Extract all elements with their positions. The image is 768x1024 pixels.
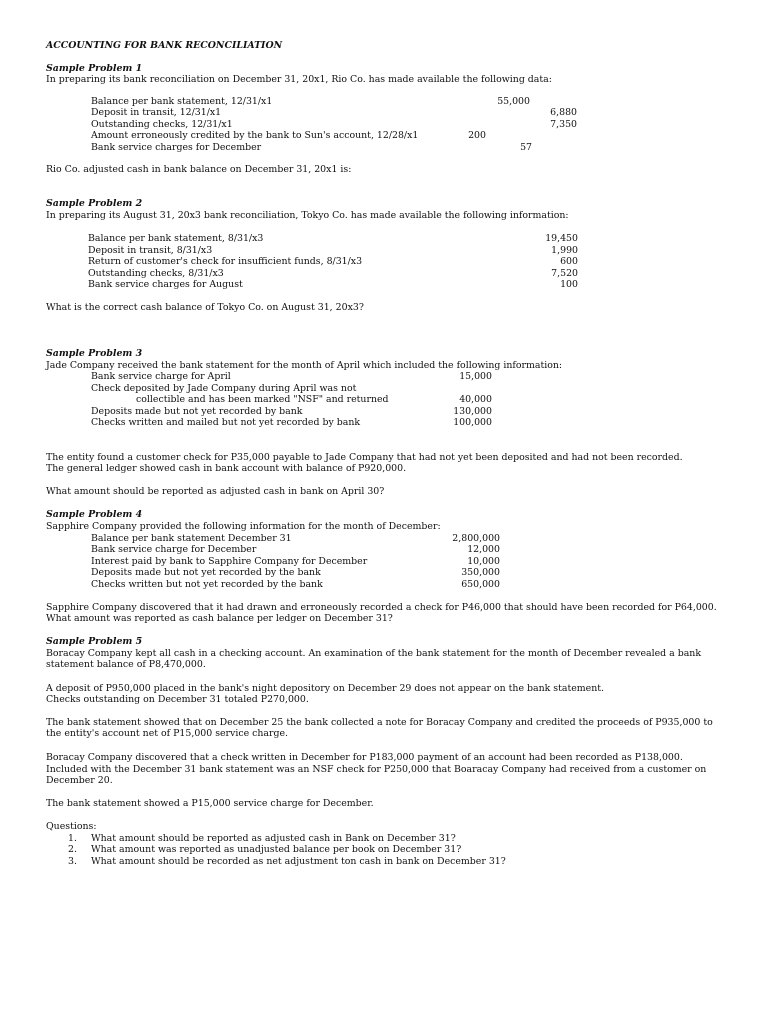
p5-paragraph: The bank statement showed that on December 25 the bank collected a note for Boracay Company and credited the proceeds of P935,000 to <box>46 717 713 728</box>
p3-question: What amount should be reported as adjusted cash in bank on April 30? <box>46 486 385 497</box>
p2-item-value: 7,520 <box>551 268 578 279</box>
p5-questions-label: Questions: <box>46 821 97 832</box>
p5-paragraph: Boracay Company kept all cash in a checking account. An examination of the bank statement for the month of December revealed a bank <box>46 648 702 659</box>
p5-paragraph: The bank statement showed a P15,000 service charge for December. <box>46 798 374 809</box>
p5-paragraph: Checks outstanding on December 31 totaled P270,000. <box>46 694 309 705</box>
p4-item-value: 12,000 <box>467 544 500 555</box>
p1-item-label: Amount erroneously credited by the bank to Sun's account, 12/28/x1 <box>91 130 419 141</box>
p4-item-value: 650,000 <box>461 579 500 590</box>
p2-item-value: 19,450 <box>545 233 578 244</box>
p5-paragraph: statement balance of P8,470,000. <box>46 659 206 670</box>
p4-paragraph: Sapphire Company discovered that it had drawn and erroneously recorded a check for P46,000 that should have been recorded for P64,000. <box>46 602 717 613</box>
p1-question: Rio Co. adjusted cash in bank balance on December 31, 20x1 is: <box>46 164 352 175</box>
p1-intro: In preparing its bank reconciliation on December 31, 20x1, Rio Co. has made available the following data: <box>46 74 552 85</box>
p2-item-label: Return of customer's check for insufficient funds, 8/31/x3 <box>88 256 363 267</box>
p1-item-value: 55,000 <box>497 96 530 107</box>
p2-item-label: Bank service charges for August <box>88 279 243 290</box>
p1-item-label: Outstanding checks, 12/31/x1 <box>91 119 233 130</box>
p3-item-label: Bank service charge for April <box>91 371 231 382</box>
question-text: What amount should be recorded as net adjustment ton cash in bank on December 31? <box>91 856 506 867</box>
p5-paragraph: Included with the December 31 bank statement was an NSF check for P250,000 that Boaracay Company had received from a customer on <box>46 764 707 775</box>
p4-question: What amount was reported as cash balance per ledger on December 31? <box>46 613 393 624</box>
p2-intro: In preparing its August 31, 20x3 bank reconciliation, Tokyo Co. has made available the following information: <box>46 210 569 221</box>
p5-paragraph: Boracay Company discovered that a check written in December for P183,000 payment of an account had been recorded as P138,000. <box>46 752 683 763</box>
p1-item-value: 6,880 <box>550 107 577 118</box>
p3-item-value: 100,000 <box>453 417 492 428</box>
p3-item-label: Check deposited by Jade Company during April was not <box>91 383 357 394</box>
p2-question: What is the correct cash balance of Tokyo Co. on August 31, 20x3? <box>46 302 364 313</box>
question-text: What amount should be reported as adjusted cash in Bank on December 31? <box>91 833 456 844</box>
p5-heading: Sample Problem 5 <box>46 636 143 647</box>
p3-item-value: 40,000 <box>459 394 492 405</box>
p2-item-label: Deposit in transit, 8/31/x3 <box>88 245 213 256</box>
p4-item-value: 2,800,000 <box>452 533 500 544</box>
p4-item-value: 350,000 <box>461 567 500 578</box>
p4-item-label: Bank service charge for December <box>91 544 257 555</box>
p4-item-label: Checks written but not yet recorded by the bank <box>91 579 323 590</box>
p4-intro: Sapphire Company provided the following information for the month of December: <box>46 521 441 532</box>
p1-heading: Sample Problem 1 <box>46 63 143 74</box>
document-title: ACCOUNTING FOR BANK RECONCILIATION <box>46 40 283 51</box>
p3-item-value: 130,000 <box>453 406 492 417</box>
question-number: 2. <box>68 844 77 855</box>
p3-heading: Sample Problem 3 <box>46 348 143 359</box>
p2-item-value: 1,990 <box>551 245 578 256</box>
p3-item-label: Deposits made but not yet recorded by bank <box>91 406 303 417</box>
p1-item-value: 57 <box>520 142 532 153</box>
question-number: 3. <box>68 856 77 867</box>
p1-item-label: Bank service charges for December <box>91 142 262 153</box>
p3-paragraph: The general ledger showed cash in bank account with balance of P920,000. <box>46 463 407 474</box>
p3-item-value: 15,000 <box>459 371 492 382</box>
p2-item-value: 600 <box>560 256 578 267</box>
p1-item-label: Deposit in transit, 12/31/x1 <box>91 107 222 118</box>
p2-heading: Sample Problem 2 <box>46 198 143 209</box>
p5-paragraph: A deposit of P950,000 placed in the bank's night depository on December 29 does not appear on the bank statement. <box>46 683 604 694</box>
question-text: What amount was reported as unadjusted balance per book on December 31? <box>91 844 462 855</box>
p4-item-label: Deposits made but not yet recorded by the bank <box>91 567 321 578</box>
p1-item-value: 200 <box>468 130 486 141</box>
p1-item-value: 7,350 <box>550 119 577 130</box>
p3-item-label: collectible and has been marked "NSF" and returned <box>136 394 389 405</box>
p4-item-label: Interest paid by bank to Sapphire Company for December <box>91 556 368 567</box>
p2-item-label: Outstanding checks, 8/31/x3 <box>88 268 224 279</box>
p2-item-value: 100 <box>560 279 578 290</box>
p2-item-label: Balance per bank statement, 8/31/x3 <box>88 233 264 244</box>
p5-paragraph: the entity's account net of P15,000 service charge. <box>46 728 288 739</box>
p3-intro: Jade Company received the bank statement for the month of April which included the following information: <box>46 360 563 371</box>
p1-item-label: Balance per bank statement, 12/31/x1 <box>91 96 273 107</box>
p4-item-label: Balance per bank statement December 31 <box>91 533 292 544</box>
p4-heading: Sample Problem 4 <box>46 509 143 520</box>
question-number: 1. <box>68 833 77 844</box>
p4-item-value: 10,000 <box>467 556 500 567</box>
p5-paragraph: December 20. <box>46 775 113 786</box>
p3-item-label: Checks written and mailed but not yet recorded by bank <box>91 417 361 428</box>
p3-paragraph: The entity found a customer check for P35,000 payable to Jade Company that had not yet been deposited and had not been recorded. <box>46 452 683 463</box>
